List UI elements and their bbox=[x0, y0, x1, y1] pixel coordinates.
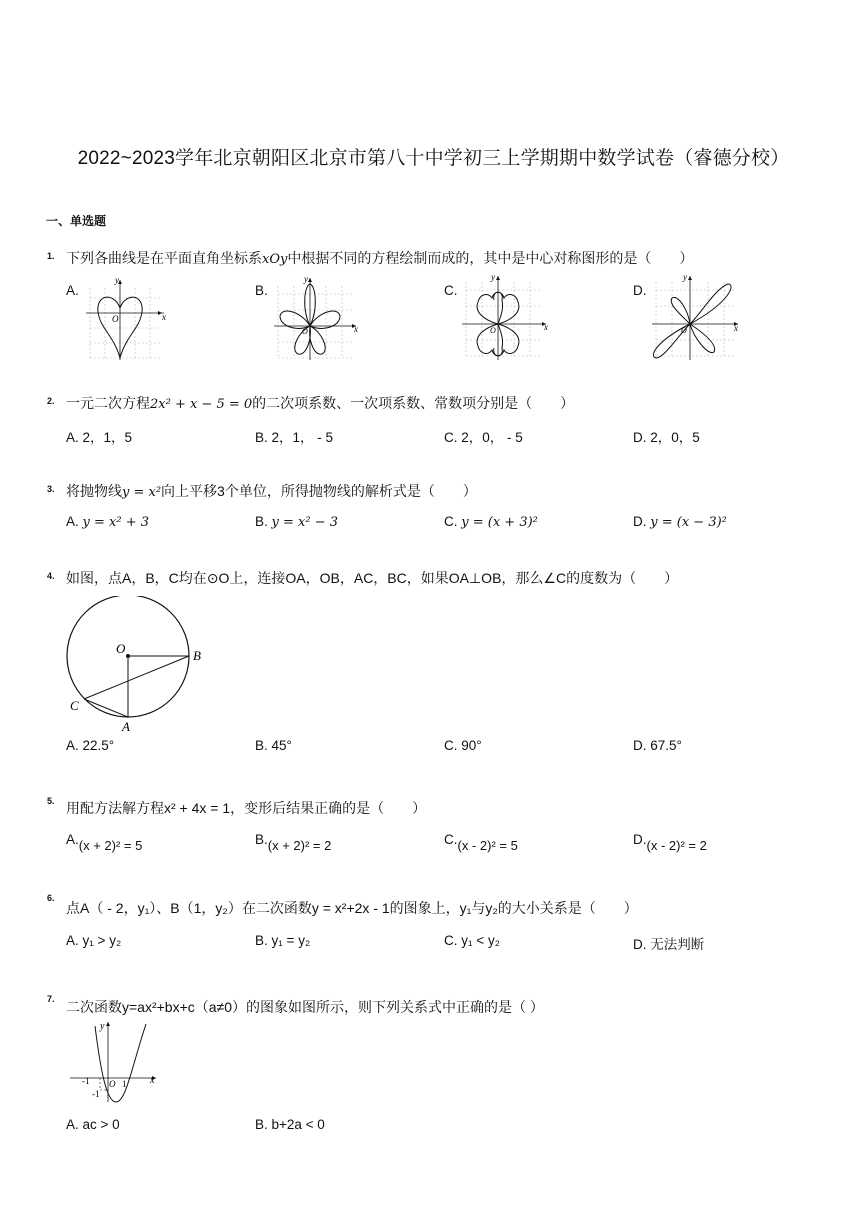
axis-x-label: x bbox=[734, 323, 738, 333]
q6-option-d[interactable]: D. 无法判断 bbox=[633, 937, 705, 952]
option-letter: B. bbox=[255, 832, 268, 847]
question-1-text bbox=[66, 248, 693, 268]
q3-option-b[interactable] bbox=[255, 514, 338, 530]
option-formula: y = (x + 3)² bbox=[461, 515, 538, 530]
option-formula: (x - 2)² = 5 bbox=[457, 838, 518, 853]
axis-x-label: x bbox=[354, 324, 358, 334]
q5-option-c[interactable] bbox=[444, 832, 518, 853]
x-pos1-label: 1 bbox=[122, 1079, 127, 1089]
option-formula: y = (x − 3)² bbox=[650, 515, 727, 530]
q1-option-d[interactable]: D. bbox=[633, 283, 647, 298]
q3-text-part: 向上平移3个单位，所得抛物线的解析式是（ ） bbox=[161, 483, 477, 499]
q3-option-a[interactable] bbox=[66, 514, 149, 530]
option-letter: C. bbox=[444, 832, 458, 847]
option-letter: A. bbox=[66, 832, 79, 847]
question-5-text: 用配方法解方程x² + 4x = 1，变形后结果正确的是（ ） bbox=[66, 800, 427, 816]
question-number: 1. bbox=[47, 251, 55, 261]
q1-option-c[interactable]: C. bbox=[444, 283, 458, 298]
axis-y-label: y bbox=[491, 272, 495, 282]
q5-option-a[interactable] bbox=[66, 832, 143, 853]
option-letter: D. bbox=[633, 514, 647, 529]
q2-math: 2x² + x − 5 = 0 bbox=[150, 397, 253, 412]
q4-option-d[interactable]: D. 67.5° bbox=[633, 738, 682, 753]
q2-option-a[interactable]: A. 2，1，5 bbox=[66, 430, 133, 445]
q2-text-part: 一元二次方程 bbox=[66, 395, 150, 411]
question-number: 4. bbox=[47, 571, 55, 581]
option-formula: (x + 2)² = 5 bbox=[78, 838, 143, 853]
q5-option-d[interactable] bbox=[633, 832, 707, 853]
q1-figure-butterfly bbox=[650, 270, 742, 362]
q5-option-b[interactable] bbox=[255, 832, 332, 853]
question-number: 7. bbox=[47, 994, 55, 1004]
question-2-text bbox=[66, 393, 574, 413]
point-a-label: A bbox=[122, 719, 130, 734]
axis-x-label: x bbox=[162, 312, 166, 322]
section-heading: 一、单选题 bbox=[46, 214, 107, 228]
question-number: 6. bbox=[47, 893, 55, 903]
option-formula: (x + 2)² = 2 bbox=[267, 838, 332, 853]
option-letter: B. bbox=[255, 514, 268, 529]
y-neg1-label: -1 bbox=[92, 1089, 100, 1099]
q2-option-d[interactable]: D. 2，0，5 bbox=[633, 430, 700, 445]
point-o-label: O bbox=[116, 641, 126, 656]
origin-label: O bbox=[112, 314, 119, 324]
q1-math: xOy bbox=[262, 252, 288, 267]
option-formula: (x - 2)² = 2 bbox=[646, 838, 707, 853]
axis-y-label: y bbox=[304, 274, 308, 284]
question-3-text bbox=[66, 481, 477, 501]
q1-option-a[interactable]: A. bbox=[66, 283, 79, 298]
question-4-text: 如图，点A，B，C均在⊙O上，连接OA，OB，AC，BC，如果OA⊥OB，那么∠C的度数为（ ） bbox=[66, 570, 679, 586]
q3-option-c[interactable] bbox=[444, 514, 538, 530]
question-number: 3. bbox=[47, 484, 55, 494]
q1-text-part: 下列各曲线是在平面直角坐标系 bbox=[66, 250, 262, 266]
question-6-text: 点A（ - 2，y₁）、B（1，y₂）在二次函数y = x²+2x - 1的图象上，y₁与y₂的大小关系是（ ） bbox=[66, 900, 638, 916]
origin-label: O bbox=[302, 327, 308, 336]
axis-x-label: x bbox=[150, 1075, 155, 1086]
q7-parabola-graph bbox=[62, 1016, 162, 1106]
q4-option-b[interactable]: B. 45° bbox=[255, 738, 292, 753]
question-7-text: 二次函数y=ax²+bx+c（a≠0）的图象如图所示，则下列关系式中正确的是（ ） bbox=[66, 999, 544, 1015]
origin-label: O bbox=[681, 326, 687, 335]
q7-option-a[interactable]: A. ac > 0 bbox=[66, 1117, 120, 1132]
q1-figure-rose bbox=[272, 270, 364, 362]
question-number: 5. bbox=[47, 796, 55, 806]
axis-x-label: x bbox=[544, 322, 548, 332]
q1-option-b[interactable]: B. bbox=[255, 283, 268, 298]
exam-title: 2022~2023学年北京朝阳区北京市第八十中学初三上学期期中数学试卷（睿德分校） bbox=[77, 148, 790, 169]
q1-figure-heart bbox=[84, 270, 176, 362]
question-number: 2. bbox=[47, 396, 55, 406]
point-b-label: B bbox=[193, 648, 201, 663]
q6-option-b[interactable]: B. y₁ = y₂ bbox=[255, 933, 311, 948]
q4-circle-figure bbox=[60, 596, 210, 736]
axis-y-label: y bbox=[100, 1021, 105, 1032]
q2-text-part: 的二次项系数、一次项系数、常数项分别是（ ） bbox=[252, 395, 575, 411]
option-letter: D. bbox=[633, 832, 647, 847]
q4-option-a[interactable]: A. 22.5° bbox=[66, 738, 115, 753]
axis-y-label: y bbox=[683, 272, 687, 282]
origin-label: O bbox=[109, 1079, 116, 1089]
option-letter: C. bbox=[444, 514, 458, 529]
q6-option-c[interactable]: C. y₁ < y₂ bbox=[444, 933, 500, 948]
option-letter: A. bbox=[66, 514, 79, 529]
option-formula: y = x² − 3 bbox=[271, 515, 339, 530]
q2-option-b[interactable]: B. 2，1， - 5 bbox=[255, 430, 334, 445]
q3-text-part: 将抛物线 bbox=[66, 483, 122, 499]
q3-option-d[interactable] bbox=[633, 514, 727, 530]
x-neg1-label: -1 bbox=[82, 1076, 90, 1086]
q1-text-part: 中根据不同的方程绘制而成的，其中是中心对称图形的是（ ） bbox=[287, 250, 694, 266]
origin-label: O bbox=[490, 326, 496, 335]
q6-option-a[interactable]: A. y₁ > y₂ bbox=[66, 933, 122, 948]
q4-option-c[interactable]: C. 90° bbox=[444, 738, 482, 753]
point-c-label: C bbox=[70, 698, 79, 713]
axis-y-label: y bbox=[115, 275, 119, 285]
q2-option-c[interactable]: C. 2，0， - 5 bbox=[444, 430, 523, 445]
q7-option-b[interactable]: B. b+2a < 0 bbox=[255, 1117, 325, 1132]
option-formula: y = x² + 3 bbox=[82, 515, 150, 530]
q1-figure-clover bbox=[460, 270, 552, 362]
q3-math: y = x² bbox=[122, 485, 162, 500]
